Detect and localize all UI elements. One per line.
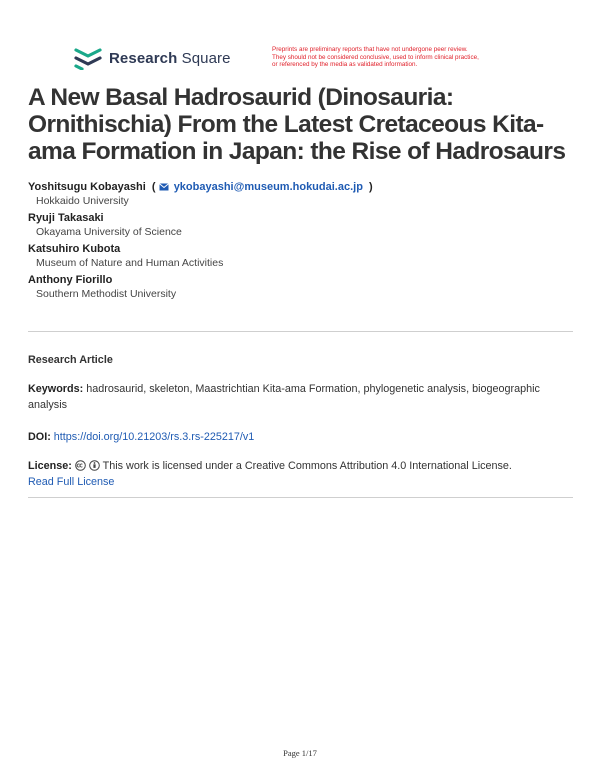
- notice-line: Preprints are preliminary reports that have not undergone peer review.: [272, 46, 468, 53]
- author-affiliation: Southern Methodist University: [36, 288, 177, 300]
- paper-title: A New Basal Hadrosaurid (Dinosauria: Ornithischia) From the Latest Cretaceous Kita-ama Formation in Japan: the Rise of Hadrosaurs: [28, 84, 566, 165]
- brand-name: Research Square: [109, 49, 231, 67]
- read-full-license-link[interactable]: Read Full License: [28, 476, 115, 488]
- author-affiliation: Museum of Nature and Human Activities: [36, 257, 224, 269]
- author-name: Katsuhiro Kubota: [28, 243, 121, 255]
- divider: [28, 497, 573, 498]
- notice-line: They should not be considered conclusive, used to inform clinical practice,: [272, 53, 479, 61]
- author-affiliation: Okayama University of Science: [36, 226, 182, 238]
- page-number: Page 1/17: [283, 748, 317, 758]
- research-square-logo[interactable]: [74, 46, 231, 70]
- author-list: [28, 180, 588, 304]
- author-name: Yoshitsugu Kobayashi ( ykobayashi@museum.hokudai.ac.jp ): [28, 181, 373, 193]
- attribution-icon: [89, 460, 100, 471]
- creative-commons-icon: [75, 460, 86, 471]
- author-name: Anthony Fiorillo: [28, 274, 113, 286]
- notice-line: or referenced by the media as validated information.: [272, 61, 418, 69]
- author-name: Ryuji Takasaki: [28, 212, 104, 224]
- license-label: License:: [28, 460, 72, 472]
- doi-label: DOI:: [28, 431, 51, 443]
- keywords-label: Keywords:: [28, 383, 84, 395]
- keywords-value: hadrosaurid, skeleton, Maastrichtian Kita-ama Formation, phylogenetic analysis, biogeographic analysis: [28, 383, 540, 411]
- research-square-logo-icon: [74, 46, 102, 70]
- license-text: This work is licensed under a Creative Commons Attribution 4.0 International License.: [102, 460, 512, 472]
- license: [28, 458, 573, 490]
- doi: [28, 429, 573, 445]
- author-email-link[interactable]: ykobayashi@museum.hokudai.ac.jp: [173, 181, 363, 193]
- divider: [28, 331, 573, 332]
- keywords: [28, 381, 573, 413]
- doi-link[interactable]: https://doi.org/10.21203/rs.3.rs-225217/v1: [53, 431, 255, 443]
- mail-icon: [159, 183, 169, 191]
- author-affiliation: Hokkaido University: [36, 195, 129, 207]
- article-type: Research Article: [28, 354, 113, 366]
- preprint-notice: [272, 46, 562, 69]
